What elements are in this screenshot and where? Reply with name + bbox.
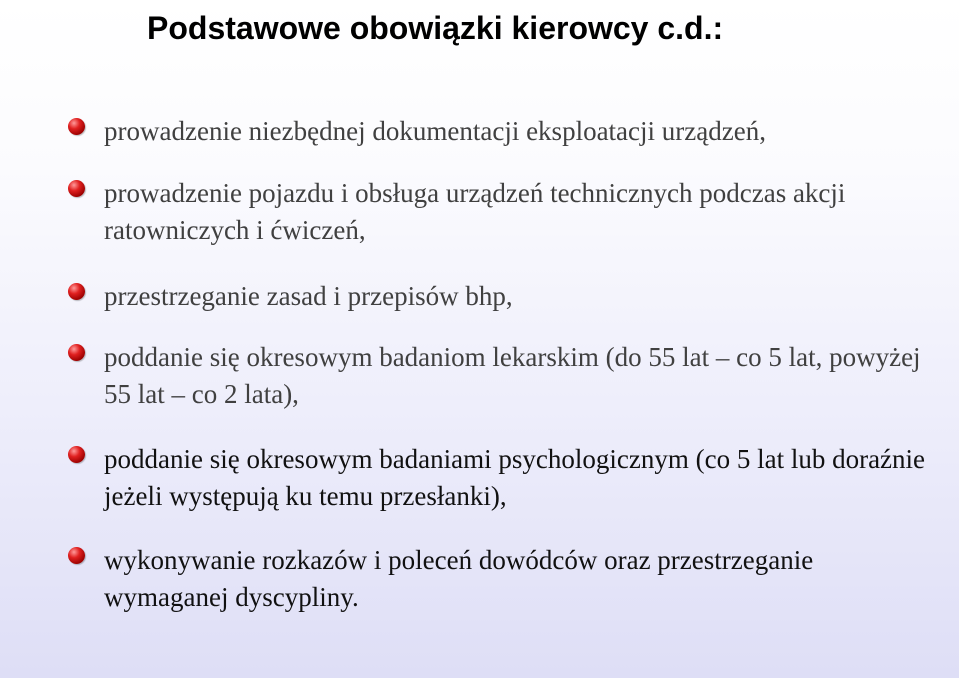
list-item (68, 441, 928, 515)
list-item (68, 175, 928, 249)
list-item-text: poddanie się okresowym badaniom lekarskim (do 55 lat – co 5 lat, powyżej 55 lat – co 2 lata), (104, 342, 921, 409)
list-item-text: wykonywanie rozkazów i poleceń dowódców oraz przestrzeganie wymaganej dyscypliny. (104, 545, 814, 612)
red-ball-bullet-icon (68, 283, 85, 300)
red-ball-bullet-icon (68, 180, 85, 197)
list-item-text: przestrzeganie zasad i przepisów bhp, (104, 281, 513, 311)
red-ball-bullet-icon (68, 344, 85, 361)
red-ball-bullet-icon (68, 547, 85, 564)
list-item (68, 542, 928, 616)
red-ball-bullet-icon (68, 446, 85, 463)
slide-title: Podstawowe obowiązki kierowcy c.d.: (147, 10, 724, 46)
list-item-text: prowadzenie niezbędnej dokumentacji eksploatacji urządzeń, (104, 116, 766, 146)
list-item (68, 113, 928, 150)
list-item-text: prowadzenie pojazdu i obsługa urządzeń technicznych podczas akcji ratowniczych i ćwiczeń, (104, 178, 846, 245)
list-item (68, 339, 928, 413)
red-ball-bullet-icon (68, 118, 85, 135)
list-item (68, 278, 928, 315)
list-item-text: poddanie się okresowym badaniami psychologicznym (co 5 lat lub doraźnie jeżeli występują ku temu przesłanki), (104, 444, 926, 511)
